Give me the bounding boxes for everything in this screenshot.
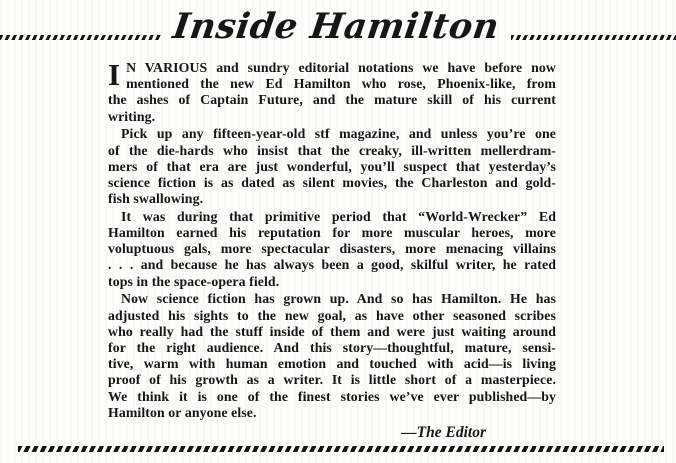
article-body	[108, 57, 556, 442]
paragraphs-container	[108, 57, 556, 421]
text-line: who really had the stuff inside of them and were just waiting around	[108, 323, 556, 339]
paragraph	[108, 126, 556, 207]
text-line: voluptuous gals, more spectacular disasters, more menacing villains	[108, 241, 556, 257]
text-line: N VARIOUS and sundry editorial notations we have before now	[126, 60, 556, 75]
title-row	[0, 5, 676, 53]
text-line: for the right audience. And this story—thoughtful, mature, sensi-	[108, 339, 556, 355]
text-line: proof of his growth as a writer. It is little short of a masterpiece.	[108, 372, 556, 388]
decorative-dash-rule-right	[511, 35, 676, 40]
drop-cap: I	[108, 57, 121, 92]
text-line: tops in the space-opera field.	[108, 273, 280, 289]
text-line: Hamilton earned his reputation for more muscular heroes, more	[108, 225, 556, 241]
text-line: . . . and because he has always been a good, skilful writer, he rated	[108, 257, 556, 273]
text-line: the ashes of Captain Future, and the mature skill of his current	[108, 92, 556, 108]
text-line: It was during that primitive period that “World-Wrecker” Ed	[121, 208, 556, 224]
text-line: Hamilton or anyone else.	[108, 404, 257, 420]
decorative-dash-rule-bottom	[18, 446, 664, 452]
text-line: mentioned the new Ed Hamilton who rose, Phoenix-like, from	[126, 76, 556, 92]
text-line: Pick up any fifteen-year-old stf magazine, and unless you’re one	[121, 126, 556, 142]
paragraph	[108, 57, 556, 125]
text-line: mers of that era are just wonderful, you’ll suspect that yesterday’s	[108, 158, 556, 174]
text-line: fish swallowing.	[108, 191, 204, 207]
decorative-dash-rule-left	[0, 35, 161, 40]
paragraph	[108, 209, 556, 290]
text-line: writing.	[108, 108, 156, 124]
page-title: Inside Hamilton	[170, 5, 503, 47]
editor-signature: —The Editor	[401, 423, 486, 441]
text-line: tive, warm with human emotion and touched with acid—is living	[108, 356, 556, 372]
text-line: of the die-hards who insist that the creaky, ill-written mellerdram-	[108, 142, 556, 158]
text-line: Now science fiction has grown up. And so has Hamilton. He has	[121, 291, 556, 307]
paragraph	[108, 291, 556, 421]
text-line: We think it is one of the finest stories we’ve ever published—by	[108, 388, 556, 404]
text-line: adjusted his sights to the new goal, as have other seasoned scribes	[108, 307, 556, 323]
text-line: science fiction is as dated as silent movies, the Charleston and gold-	[108, 174, 556, 190]
